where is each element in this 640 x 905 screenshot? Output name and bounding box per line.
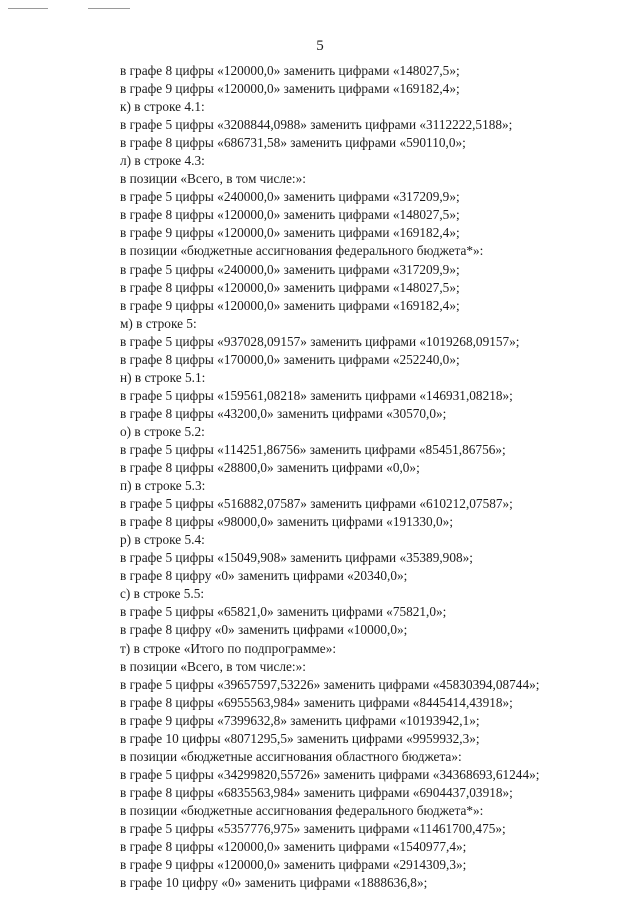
amendment-line: в графе 8 цифры «43200,0» заменить цифрами «30570,0»; [120, 405, 447, 421]
amendment-line: в графе 8 цифры «120000,0» заменить цифрами «148027,5»; [120, 63, 460, 78]
page-number: 5 [316, 38, 324, 54]
amendment-line: м) в строке 5: [120, 315, 197, 331]
amendment-line: в графе 8 цифры «6835563,984» заменить цифрами «6904437,03918»; [120, 784, 513, 800]
amendment-line: л) в строке 4.3: [120, 153, 205, 169]
amendment-line: в графе 9 цифры «7399632,8» заменить цифрами «10193942,1»; [120, 712, 480, 728]
amendment-line: п) в строке 5.3: [120, 478, 206, 494]
amendment-line: в графе 5 цифры «937028,09157» заменить цифрами «1019268,09157»; [120, 333, 520, 349]
amendment-line: в графе 9 цифры «120000,0» заменить цифрами «169182,4»; [120, 81, 460, 97]
amendment-line: в графе 8 цифры «686731,58» заменить цифрами «590110,0»; [120, 135, 466, 151]
amendment-line: в графе 8 цифры «170000,0» заменить цифрами «252240,0»; [120, 351, 460, 367]
amendment-line: в графе 8 цифры «98000,0» заменить цифрами «191330,0»; [120, 514, 454, 530]
amendment-line: в графе 10 цифру «0» заменить цифрами «1888636,8»; [120, 875, 428, 891]
scan-artifact-left [8, 8, 48, 9]
amendment-line: в графе 5 цифры «114251,86756» заменить цифрами «85451,86756»; [120, 441, 506, 457]
amendment-line: в графе 10 цифры «8071295,5» заменить цифрами «9959932,3»; [120, 730, 480, 746]
amendment-line: в графе 9 цифры «120000,0» заменить цифрами «2914309,3»; [120, 857, 467, 873]
amendment-line: в графе 5 цифры «5357776,975» заменить цифрами «11461700,475»; [120, 820, 506, 836]
amendment-line: о) в строке 5.2: [120, 423, 205, 439]
amendment-line: в позиции «бюджетные ассигнования федерального бюджета*»: [120, 243, 484, 259]
amendment-line: в позиции «бюджетные ассигнования федерального бюджета*»: [120, 802, 484, 818]
amendment-line: в графе 5 цифры «3208844,0988» заменить цифрами «3112222,5188»; [120, 117, 513, 133]
amendment-line: т) в строке «Итого по подпрограмме»: [120, 640, 337, 656]
amendment-line: в графе 8 цифры «6955563,984» заменить цифрами «8445414,43918»; [120, 694, 513, 710]
amendment-line: в графе 5 цифры «159561,08218» заменить цифрами «146931,08218»; [120, 387, 513, 403]
amendment-line: в позиции «Всего, в том числе:»: [120, 171, 306, 187]
amendment-line: в графе 8 цифру «0» заменить цифрами «20340,0»; [120, 568, 408, 584]
amendment-line: в графе 8 цифры «120000,0» заменить цифрами «1540977,4»; [120, 839, 467, 855]
amendment-line: в графе 8 цифру «0» заменить цифрами «10000,0»; [120, 622, 408, 638]
amendment-line: в графе 5 цифры «240000,0» заменить цифрами «317209,9»; [120, 261, 460, 277]
amendment-line: в позиции «бюджетные ассигнования областного бюджета»: [120, 748, 462, 764]
amendment-line: с) в строке 5.5: [120, 586, 205, 602]
amendment-line: в графе 8 цифры «120000,0» заменить цифрами «148027,5»; [120, 279, 460, 295]
amendment-line: в графе 8 цифры «28800,0» заменить цифрами «0,0»; [120, 460, 420, 476]
amendment-line: в графе 5 цифры «15049,908» заменить цифрами «35389,908»; [120, 550, 473, 566]
amendment-line: в графе 8 цифры «120000,0» заменить цифрами «148027,5»; [120, 207, 460, 223]
amendment-line: н) в строке 5.1: [120, 369, 206, 385]
amendment-list [120, 62, 630, 892]
amendment-line: р) в строке 5.4: [120, 532, 205, 548]
amendment-line: в графе 5 цифры «65821,0» заменить цифрами «75821,0»; [120, 604, 447, 620]
amendment-line: в графе 5 цифры «240000,0» заменить цифрами «317209,9»; [120, 189, 460, 205]
amendment-line: в графе 9 цифры «120000,0» заменить цифрами «169182,4»; [120, 297, 460, 313]
amendment-line: в графе 5 цифры «34299820,55726» заменить цифрами «34368693,61244»; [120, 766, 540, 782]
amendment-line: в графе 5 цифры «516882,07587» заменить цифрами «610212,07587»; [120, 496, 513, 512]
amendment-line: к) в строке 4.1: [120, 99, 205, 115]
scan-artifact-mid [88, 8, 130, 9]
amendment-line: в графе 9 цифры «120000,0» заменить цифрами «169182,4»; [120, 225, 460, 241]
amendment-line: в графе 5 цифры «39657597,53226» заменить цифрами «45830394,08744»; [120, 676, 540, 692]
amendment-line: в позиции «Всего, в том числе:»: [120, 658, 306, 674]
